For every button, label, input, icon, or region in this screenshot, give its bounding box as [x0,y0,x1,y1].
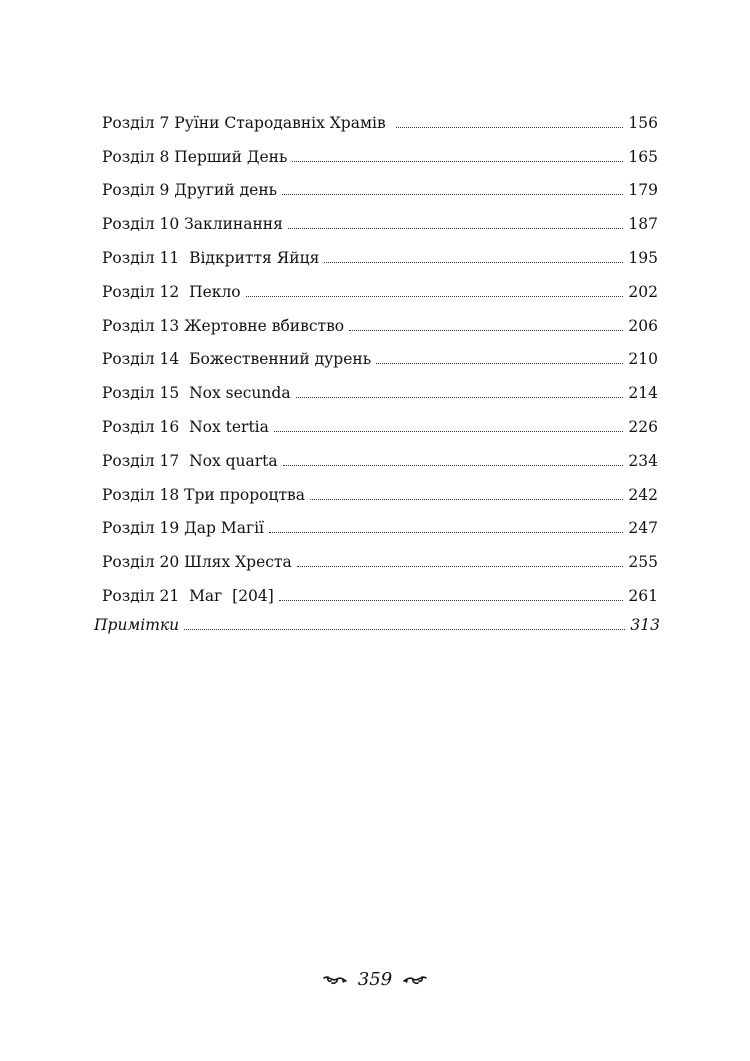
dot-leader [274,431,624,432]
toc-entry[interactable] [102,402,658,436]
toc-entry-title: Розділ 19 Дар Магії [102,519,264,538]
toc-entry-title: Розділ 15 Nox secunda [102,384,291,403]
toc-entry-title: Розділ 7 Руїни Стародавніх Храмів [102,113,391,132]
toc-entry-page: 206 [628,316,658,335]
fleuron-right-icon [402,973,428,987]
dot-leader [349,330,623,331]
toc-entry-title: Розділ 12 Пекло [102,282,241,301]
toc-entry-title: Розділ 21 Маг [204] [102,586,274,605]
dot-leader [184,629,625,630]
dot-leader [279,600,624,601]
toc-entry-page: 210 [628,350,658,369]
toc-entry-page: 202 [628,282,658,301]
toc-entry[interactable] [102,301,658,335]
dot-leader [288,228,623,229]
dot-leader [297,566,624,567]
dot-leader [324,262,623,263]
toc-entry-notes[interactable] [94,605,660,634]
dot-leader [376,363,623,364]
toc-entry[interactable] [102,267,658,301]
toc-entry[interactable] [102,132,658,166]
toc-entry[interactable] [102,436,658,470]
toc-entry-title: Розділ 16 Nox tertia [102,417,269,436]
toc-entry-page: 255 [628,553,658,572]
toc-entry[interactable] [102,98,658,132]
toc-entry[interactable] [102,504,658,538]
toc-entry-title: Розділ 11 Відкриття Яйця [102,248,320,267]
toc-entry-page: 214 [628,384,658,403]
page-footer [0,969,750,990]
toc-entry-title: Розділ 13 Жертовне вбивство [102,316,345,335]
toc-entry-page: 261 [628,586,658,605]
toc-entry-title: Розділ 9 Другий день [102,181,278,200]
dot-leader [296,397,624,398]
toc-entry-page: 234 [628,451,658,470]
toc-entry-title: Розділ 17 Nox quarta [102,451,278,470]
dot-leader [292,161,623,162]
toc-entry-page: 247 [628,519,658,538]
toc-entry-page: 226 [628,417,658,436]
toc-entry-title: Розділ 18 Три пророцтва [102,485,306,504]
toc-entry-page: 179 [628,181,658,200]
toc-entry[interactable] [102,571,658,605]
toc-entry[interactable] [102,470,658,504]
notes-page: 313 [630,615,660,634]
dot-leader [283,465,624,466]
fleuron-left-icon [322,973,348,987]
toc-entry-page: 165 [628,147,658,166]
dot-leader [396,127,624,128]
notes-title: Примітки [94,615,180,634]
toc-entry[interactable] [102,335,658,369]
toc-entry-page: 187 [628,215,658,234]
toc-entry-title: Розділ 10 Заклинання [102,215,283,234]
dot-leader [310,499,623,500]
toc-entry-title: Розділ 14 Божественний дурень [102,350,372,369]
toc-entry[interactable] [102,233,658,267]
toc-entry[interactable] [102,199,658,233]
dot-leader [269,532,623,533]
toc-entry-title: Розділ 8 Перший День [102,147,288,166]
dot-leader [282,194,623,195]
toc-entry-page: 242 [628,485,658,504]
toc-entry-page: 195 [628,248,658,267]
toc-entry-page: 156 [628,113,658,132]
page-number: 359 [357,969,393,990]
toc-entry[interactable] [102,166,658,200]
toc-entry[interactable] [102,368,658,402]
toc-entry-title: Розділ 20 Шлях Хреста [102,553,292,572]
toc-entry[interactable] [102,537,658,571]
dot-leader [246,296,624,297]
table-of-contents [0,98,750,634]
